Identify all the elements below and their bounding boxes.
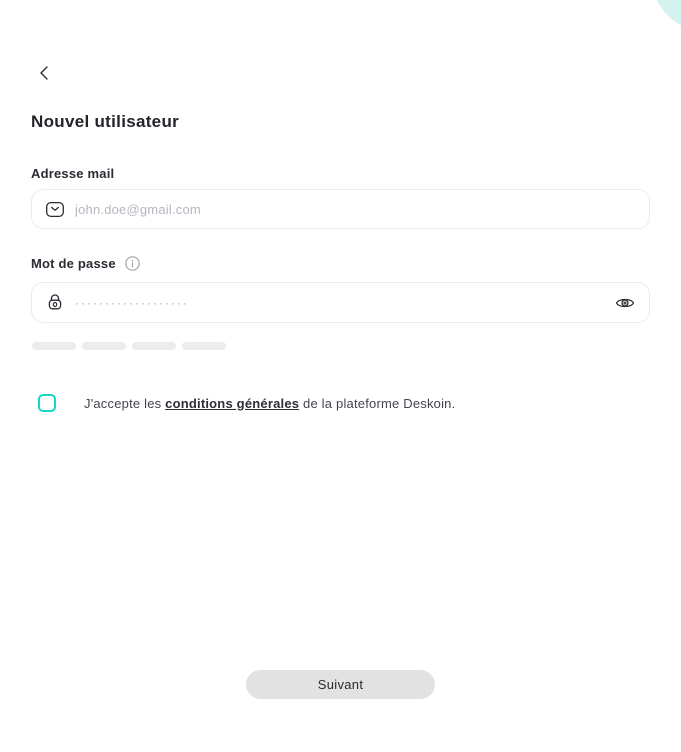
strength-bar (82, 342, 126, 350)
terms-text (84, 396, 455, 411)
info-circle-icon (125, 256, 140, 271)
strength-bar (32, 342, 76, 350)
email-label: Adresse mail (31, 166, 115, 181)
decorative-teal-circle (650, 0, 681, 34)
password-label: Mot de passe (31, 256, 116, 271)
email-input-box (31, 189, 650, 229)
terms-row (38, 394, 455, 412)
email-input[interactable] (75, 202, 636, 217)
page-title: Nouvel utilisateur (31, 112, 180, 131)
back-button[interactable] (33, 62, 55, 84)
terms-suffix: de la plateforme Deskoin. (299, 395, 456, 411)
padlock-icon (45, 292, 65, 313)
next-button[interactable]: Suivant (246, 670, 435, 699)
password-input[interactable] (75, 296, 604, 310)
eye-icon (614, 293, 636, 313)
terms-prefix: J'accepte les (84, 395, 166, 411)
password-info-button[interactable] (125, 256, 140, 271)
terms-conditions-link[interactable]: conditions générales (165, 395, 300, 411)
chevron-left-icon (37, 65, 51, 81)
strength-bar (132, 342, 176, 350)
show-password-button[interactable] (614, 293, 636, 313)
password-strength-meter (32, 342, 226, 350)
terms-checkbox[interactable] (38, 394, 56, 412)
envelope-icon (45, 200, 65, 219)
strength-bar (182, 342, 226, 350)
password-input-box (31, 282, 650, 323)
